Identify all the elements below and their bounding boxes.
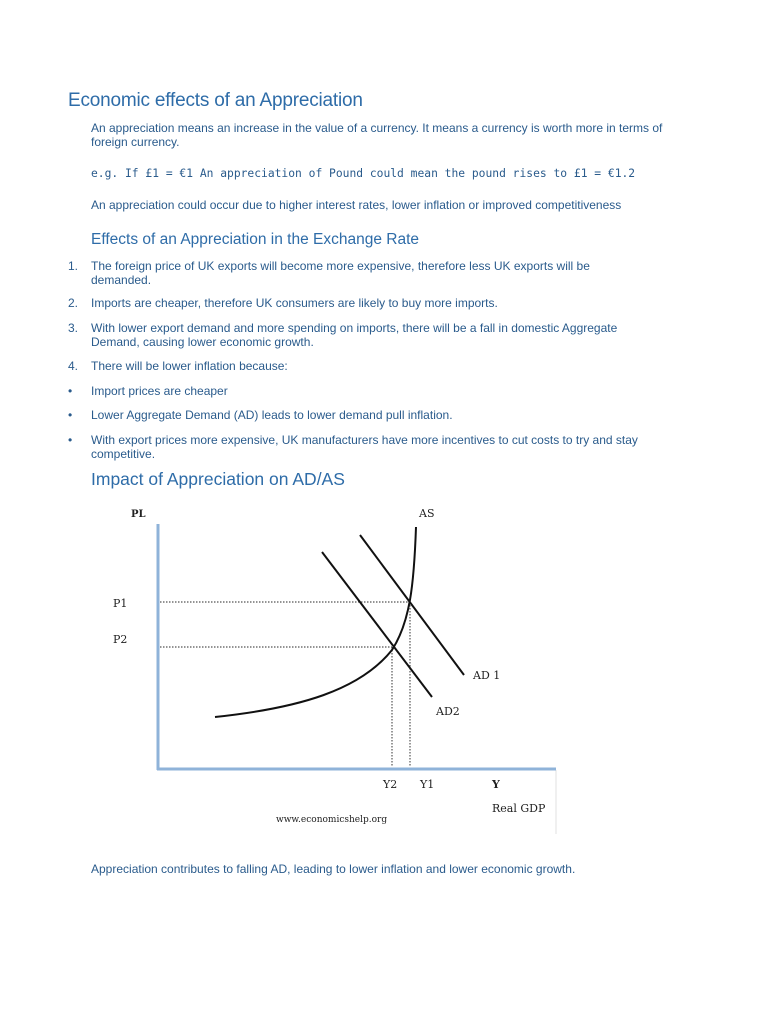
diagram-caption: Appreciation contributes to falling AD, leading to lower inflation and lower economic growth. xyxy=(91,862,576,876)
effects-heading: Effects of an Appreciation in the Exchange Rate xyxy=(91,231,420,248)
causes-paragraph: An appreciation could occur due to higher interest rates, lower inflation or improved competitiveness xyxy=(91,198,622,212)
bullet-icon: • xyxy=(68,408,73,422)
list-item-text: There will be lower inflation because: xyxy=(91,359,288,373)
definition-paragraph: An appreciation means an increase in the value of a currency. It means a currency is worth more in terms of foreign currency. xyxy=(91,121,663,149)
list-item-text: Import prices are cheaper xyxy=(91,384,228,398)
list-number: 1. xyxy=(68,259,79,273)
list-number: 2. xyxy=(68,296,79,310)
ad2-label: AD2 xyxy=(436,705,460,718)
watermark: www.economicshelp.org xyxy=(276,815,388,825)
y1-label: Y1 xyxy=(420,778,435,791)
example-paragraph: e.g. If £1 = €1 An appreciation of Pound could mean the pound rises to £1 = €1.2 xyxy=(91,167,636,180)
list-number: 3. xyxy=(68,321,79,335)
list-item-text: The foreign price of UK exports will become more expensive, therefore less UK exports will be demanded. xyxy=(91,259,590,287)
as-label: AS xyxy=(419,507,435,520)
x-axis-sublabel: Real GDP xyxy=(492,802,546,815)
ad1-label: AD 1 xyxy=(473,669,501,682)
p1-label: P1 xyxy=(113,597,128,610)
bullet-icon: • xyxy=(68,384,73,398)
y-axis-label: PL xyxy=(131,509,146,520)
x-axis-label: Y xyxy=(492,778,500,791)
ad-as-diagram xyxy=(100,495,560,835)
p2-label: P2 xyxy=(113,633,128,646)
ad2-curve xyxy=(322,552,432,697)
as-curve xyxy=(215,527,416,717)
impact-heading: Impact of Appreciation on AD/AS xyxy=(91,469,345,489)
y2-label: Y2 xyxy=(383,778,398,791)
list-number: 4. xyxy=(68,359,79,373)
list-item-text: Imports are cheaper, therefore UK consumers are likely to buy more imports. xyxy=(91,296,498,310)
list-item-text: With lower export demand and more spending on imports, there will be a fall in domestic Aggregate Demand, causing lower economic growth. xyxy=(91,321,618,349)
bullet-icon: • xyxy=(68,433,73,447)
ad1-curve xyxy=(360,535,464,675)
list-item-text: Lower Aggregate Demand (AD) leads to lower demand pull inflation. xyxy=(91,408,453,422)
list-item-text: With export prices more expensive, UK manufacturers have more incentives to cut costs to try and stay competitive. xyxy=(91,433,638,461)
page-title: Economic effects of an Appreciation xyxy=(68,90,363,111)
